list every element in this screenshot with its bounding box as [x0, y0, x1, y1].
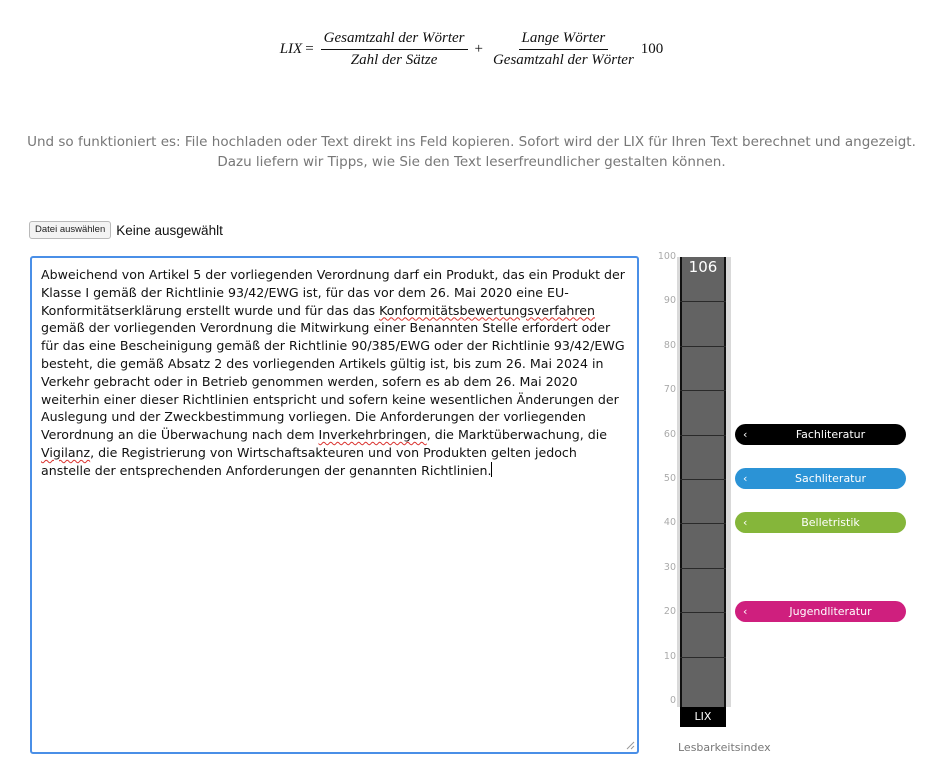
- gauge-axis: [650, 250, 680, 720]
- genre-marker[interactable]: [735, 424, 906, 445]
- formula-fraction-2-denominator: Gesamtzahl der Wörter: [492, 52, 634, 68]
- formula-fraction-2-numerator: Lange Wörter: [519, 30, 609, 50]
- tick-label: 90: [663, 295, 676, 307]
- genre-marker-label: Jugendliteratur: [789, 605, 872, 619]
- lix-gauge: [650, 250, 940, 760]
- text-segment: Abweichend von Artikel 5 der vorliegenden Verordnung darf ein Produkt, das ein Produkt der Klasse I gemäß der Richtlinie 93/42/EWG ist, für das vor dem 26. Mai 2020 eine EU-Konformitätserklärung erstellt wurde und für das das: [41, 267, 625, 318]
- text-segment: gemäß der vorliegenden Verordnung die Mitwirkung einer Benannten Stelle erfordert oder für das eine Bescheinigung gemäß der Richtlinie 90/385/EWG oder der Richtlinie 93/42/EWG besteht, die gemäß Absatz 2 des vorliegenden Artikels gültig ist, bis zum 26. Mai 2024 in Verkehr gebracht oder in Betrieb genommen werden, sofern es ab dem 26. Mai 2020 weiterhin einer dieser Richtlinien entspricht und sofern keine wesentlichen Änderungen der Auslegung und der Zweckbestimmung vorliegen. Die Anforderungen der vorliegenden Verordnung an die Überwachung nach dem: [41, 320, 625, 443]
- tick-label: 20: [663, 606, 676, 618]
- formula-factor: 100: [640, 41, 664, 57]
- gauge-gridline: [680, 390, 726, 391]
- tick-label: 50: [663, 473, 676, 484]
- gauge-gridline: [680, 346, 726, 347]
- lix-formula: [0, 30, 943, 69]
- tick-label: 10: [663, 650, 676, 662]
- formula-fraction-1-numerator: Gesamtzahl der Wörter: [321, 30, 468, 50]
- tick-label: 80: [663, 339, 676, 351]
- genre-marker[interactable]: [735, 512, 906, 533]
- chevron-left-icon: ‹: [743, 472, 748, 485]
- file-upload-row: [29, 221, 223, 239]
- tick-label: 60: [663, 428, 676, 440]
- gauge-gridline: [680, 479, 726, 480]
- gauge-gridline: [680, 301, 726, 302]
- formula-fraction-1: [321, 30, 468, 69]
- genre-marker[interactable]: [735, 601, 906, 622]
- tick-label: 70: [663, 384, 676, 396]
- genre-marker-label: Fachliteratur: [795, 427, 866, 441]
- text-segment: , die Registrierung von Wirtschaftsakteuren und von Produkten gelten jedoch anstelle der entsprechenden Anforderungen der genannten Richtlinien.: [41, 444, 577, 478]
- tick-label: 0: [669, 695, 676, 706]
- spellcheck-word: Konformitätsbewertungsverfahren: [379, 302, 596, 318]
- chevron-left-icon: ‹: [743, 427, 748, 441]
- resize-grip-icon[interactable]: [626, 741, 635, 750]
- text-caret: [491, 462, 492, 477]
- chevron-left-icon: ‹: [743, 605, 748, 619]
- gauge-gridline: [680, 568, 726, 569]
- file-status: Keine ausgewählt: [116, 222, 223, 238]
- formula-plus: +: [474, 41, 483, 57]
- formula-fraction-1-denominator: Zahl der Sätze: [350, 52, 438, 68]
- gauge-bar: [680, 257, 726, 707]
- spellcheck-word: Inverkehrbringen: [318, 427, 427, 443]
- formula-equals: =: [305, 41, 314, 57]
- gauge-gridline: [680, 612, 726, 613]
- gauge-value: 106: [688, 258, 718, 276]
- gauge-caption: Lesbarkeitsindex: [678, 741, 771, 754]
- spellcheck-word: Vigilanz: [41, 444, 91, 460]
- tick-label: 30: [663, 561, 676, 573]
- gauge-gridline: [680, 435, 726, 436]
- text-input-area[interactable]: [30, 256, 639, 754]
- genre-marker-label: Sachliteratur: [794, 472, 866, 485]
- gauge-gridline: [680, 523, 726, 524]
- formula-fraction-2: [490, 30, 637, 69]
- formula-lhs: LIX: [279, 41, 303, 57]
- tick-label: 40: [663, 517, 676, 529]
- gauge-bottom-label: LIX: [680, 707, 726, 727]
- choose-file-button[interactable]: Datei auswählen: [29, 221, 111, 239]
- gauge-gridline: [680, 657, 726, 658]
- text-segment: , die Marktüberwachung, die: [426, 427, 607, 443]
- intro-text: Und so funktioniert es: File hochladen oder Text direkt ins Feld kopieren. Sofort wird der LIX für Ihren Text berechnet und angezeigt. Dazu liefern wir Tipps, wie Sie den Text leserfreundlicher gestalten können.: [27, 134, 916, 170]
- genre-marker-label: Belletristik: [801, 516, 860, 530]
- chevron-left-icon: ‹: [743, 516, 748, 530]
- tick-label: 100: [657, 251, 676, 262]
- genre-marker[interactable]: [735, 468, 906, 489]
